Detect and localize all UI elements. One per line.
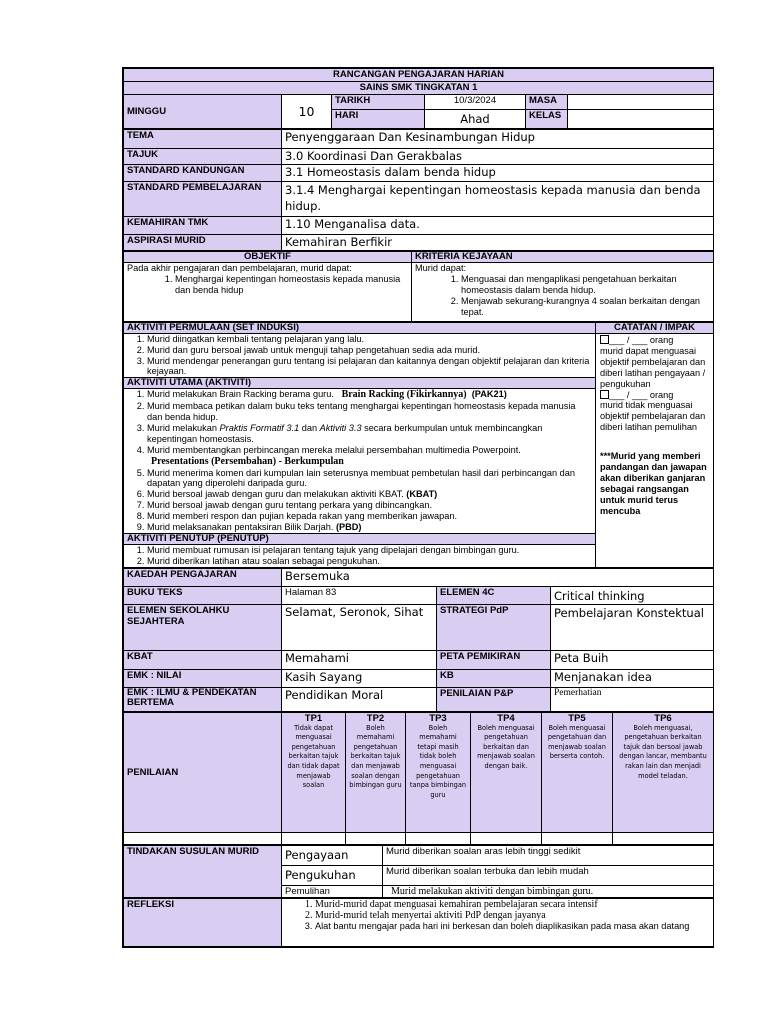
page-subtitle: SAINS SMK TINGKATAN 1 [124,82,714,95]
header-table [123,68,714,129]
kbat-value: Memahami [282,650,437,669]
refleksi-item: 2. Murid-murid telah menyertai aktiviti PdP dengan jayanya [315,910,710,921]
refleksi-item: 3. Alat bantu mengajar pada hari ini berkesan dan boleh diaplikasikan pada masa akan datang [315,921,710,932]
info-table [123,129,714,251]
tp6-cell [613,712,714,832]
utama-heading: AKTIVITI UTAMA (AKTIVITI) [124,378,596,389]
masa-label: MASA [526,95,568,110]
tp3-name: TP3 [429,712,447,724]
hari-value: Ahad [425,110,526,129]
objektif-intro: Pada akhir pengajaran dan pembelajaran, murid dapat: [127,263,352,273]
tp4-desc: Boleh menguasai pengetahuan berkaitan dan menjawab soalan dengan baik. [477,723,535,770]
kemahiran-tmk-label: KEMAHIRAN TMK [124,217,282,235]
minggu-value: 10 [282,95,332,129]
penilaian-pp-label: PENILAIAN P&P [437,687,551,711]
standard-kandungan-value: 3.1 Homeostasis dalam benda hidup [282,165,714,182]
strategi-label: STRATEGI PdP [437,604,551,650]
objektif-item: 1. Menghargai kepentingan homeostasis kepada manusia dan benda hidup [175,274,408,296]
emk-ilmu-label: EMK : ILMU & PENDEKATAN BERTEMA [124,687,282,711]
tarikh-value: 10/3/2024 [425,95,526,110]
standard-pembelajaran-label: STANDARD PEMBELAJARAN [124,182,282,217]
catatan-ganjaran: ***Murid yang memberi pandangan dan jawapan akan diberikan ganjaran sebagai rangsangan untuk murid terus mencuba [600,451,707,516]
checkbox-icon[interactable] [600,335,609,344]
tp1-name: TP1 [304,712,323,724]
kbat-label: KBAT [124,650,282,669]
page-title: RANCANGAN PENGAJARAN HARIAN [124,69,714,82]
catatan-tidak-menguasai: murid tidak menguasai objektif pembelajaran dan diberi latihan pemulihan [600,400,706,433]
peta-pemikiran-value: Peta Buih [551,650,714,669]
tp3-desc: Boleh memahami tetapi masih tidak boleh menguasai pengetahuan tanpa bimbingan guru [409,723,467,799]
objektif-heading: OBJEKTIF [124,252,412,263]
hari-label: HARI [332,110,425,129]
permulaan-item: 2. Murid dan guru bersoal jawab untuk menguji tahap pengetahuan sedia ada murid. [147,345,592,356]
pengayaan-label: Pengayaan [282,845,383,865]
tp4-mark[interactable] [471,832,542,844]
emk-nilai-value: Kasih Sayang [282,669,437,687]
tp6-name: TP6 [654,712,672,724]
minggu-label: MINGGU [124,95,282,129]
utama-item: 6. Murid bersoal jawab dengan guru dan melakukan aktiviti KBAT. (KBAT) [147,489,592,500]
elemen-table [123,568,714,712]
kaedah-value: Bersemuka [282,568,714,586]
buku-teks-label: BUKU TEKS [124,586,282,604]
pemulihan-label: Pemulihan [282,885,383,897]
penutup-item: 1. Murid membuat rumusan isi pelajaran tentang tajuk yang dipelajari dengan bimbingan guru. [147,545,592,556]
lesson-plan-sheet [122,67,714,948]
masa-value [568,95,714,110]
kriteria-item: 1. Menguasai dan mengaplikasi pengetahuan berkaitan homeostasis dalam benda hidup. [461,274,710,296]
aspirasi-murid-label: ASPIRASI MURID [124,235,282,251]
refleksi-label: REFLEKSI [124,898,282,946]
kriteria-heading: KRITERIA KEJAYAAN [412,252,714,263]
utama-item: 1. Murid melakukan Brain Racking berama guru. Brain Racking (Fikirkannya) (PAK21) [147,389,592,401]
tindakan-label: TINDAKAN SUSULAN MURID [124,845,282,897]
utama-item: 9. Murid melaksanakan pentaksiran Bilik Darjah. (PBD) [147,522,592,533]
refleksi-item: 1. Murid-murid dapat menguasai kemahiran pembelajaran secara intensif [315,899,710,910]
tp5-name: TP5 [568,712,586,724]
standard-pembelajaran-value: 3.1.4 Menghargai kepentingan homeostasis kepada manusia dan benda hidup. [282,182,714,217]
catatan-heading: CATATAN / IMPAK [596,323,714,334]
checkbox-icon[interactable] [600,390,609,399]
penutup-item: 2. Murid diberikan latihan atau soalan sebagai pengukuhan. [147,556,592,567]
tp2-cell [346,712,406,832]
kb-value: Menjanakan idea [551,669,714,687]
tp3-mark[interactable] [406,832,471,844]
peta-pemikiran-label: PETA PEMIKIRAN [437,650,551,669]
kelas-value [568,110,714,129]
permulaan-item: 1. Murid diingatkan kembali tentang pelajaran yang lalu. [147,334,592,345]
penilaian-pp-value: Pemerhatian [551,687,714,711]
aktiviti-table: AKTIVITI PERMULAAN (SET INDUKSI) CATATAN / IMPAK 1. Murid diingatkan kembali tentang pelajaran yang lalu. 2. Murid dan guru bersoal jawab untuk menguji tahap pengetahuan sedia ada murid. 3. Murid mendengar penerangan guru tentang isi pelajaran dan kaitannya dengan objektif pelajaran dan kriteria kejayaan. ___ / ___ orang murid dapat menguasai objektif pembelajaran dan diberi latihan pengayaan / pengukuhan ___ / ___ orang murid tidak menguasai objektif pembelajaran dan diberi latihan pemulihan ***Murid yang memberi pandangan dan jawapan akan diberikan ganjaran sebagai rangsangan untuk murid terus mencuba AKTIVITI UTAMA (AKTIVITI) 1. Murid melakukan Brain Racking berama guru. Brain Racking (Fikirkannya) (PAK21) 2. Murid membaca petikan dalam buku teks tentang menghargai kepentingan homeostasis kepada manusia dan benda hidup. 3. Murid melakukan Praktis Formatif 3.1 dan Aktiviti 3.3 secara berkumpulan untuk membincangkan kepentingan homeostasis. 4. Murid membentangkan perbincangan mereka melalui persembahan multimedia Powerpoint. Presentations (Persembahan) - Berkumpulan 5. Murid menerima komen dari kumpulan lain seterusnya membuat pembetulan hasil dari perbincangan dan dapatan yang diperolehi daripada guru. 6. Murid bersoal jawab dengan guru dan melakukan aktiviti KBAT. (KBAT) 7. Murid bersoal jawab dengan guru tentang perkara yang dibincangkan. 8. Murid memberi respon dan pujian kepada rakan yang memberikan jawapan. 9. Murid melaksanakan pentaksiran Bilik Darjah. (PBD) AKTIVITI PENUTUP (PENUTUP) 1. Murid membuat rumusan isi pelajaran tentang tajuk yang dipelajari dengan bimbingan guru. 2. Murid diberikan latihan atau soalan sebagai pengukuhan. [123,322,714,568]
penilaian-label: PENILAIAN [124,712,282,832]
strategi-value: Pembelajaran Konstektual [551,604,714,650]
utama-item: 8. Murid memberi respon dan pujian kepada rakan yang memberikan jawapan. [147,511,592,522]
utama-item: 7. Murid bersoal jawab dengan guru tentang perkara yang dibincangkan. [147,500,592,511]
kaedah-label: KAEDAH PENGAJARAN [124,568,282,586]
sekolahku-value: Selamat, Seronok, Sihat [282,604,437,650]
kriteria-item: 2. Menjawab sekurang-kurangnya 4 soalan berkaitan dengan tepat. [461,296,710,318]
tp6-desc: Boleh menguasai, pengetahuan berkaitan tajuk dan bersoal jawab dengan lancar, membantu rakan lain dan menjadi model teladan. [619,723,707,780]
tarikh-label: TARIKH [332,95,425,110]
kb-label: KB [437,669,551,687]
refleksi-table [123,898,714,947]
tp5-mark[interactable] [542,832,613,844]
emk-ilmu-value: Pendidikan Moral [282,687,437,711]
aspirasi-murid-value: Kemahiran Berfikir [282,235,714,251]
utama-item: 3. Murid melakukan Praktis Formatif 3.1 dan Aktiviti 3.3 secara berkumpulan untuk membincangkan kepentingan homeostasis. [147,423,592,445]
tp3-cell [406,712,471,832]
tema-value: Penyenggaraan Dan Kesinambungan Hidup [282,130,714,149]
utama-item: 5. Murid menerima komen dari kumpulan lain seterusnya membuat pembetulan hasil dari perbincangan dan dapatan yang diperolehi daripada guru. [147,468,592,490]
objektif-table [123,251,714,322]
permulaan-item: 3. Murid mendengar penerangan guru tentang isi pelajaran dan kaitannya dengan objektif pelajaran dan kriteria kejayaan. [147,356,592,378]
permulaan-heading: AKTIVITI PERMULAAN (SET INDUKSI) [124,323,596,334]
pengukuhan-label: Pengukuhan [282,865,383,885]
elemen-4c-label: ELEMEN 4C [437,586,551,604]
utama-item: 2. Murid membaca petikan dalam buku teks tentang menghargai kepentingan homeostasis kepada manusia dan benda hidup. [147,401,592,423]
pengukuhan-desc: Murid diberikan soalan terbuka dan lebih mudah [383,865,714,885]
tp6-mark[interactable] [613,832,714,844]
sekolahku-label: ELEMEN SEKOLAHKU SEJAHTERA [124,604,282,650]
catatan-menguasai: murid dapat menguasai objektif pembelajaran dan diberi latihan pengayaan / pengukuhan [600,345,706,389]
buku-teks-value: Halaman 83 [282,586,437,604]
standard-kandungan-label: STANDARD KANDUNGAN [124,165,282,182]
tp2-mark[interactable] [346,832,406,844]
tp4-name: TP4 [497,712,515,724]
penilaian-table [123,712,714,845]
tp1-mark[interactable] [282,832,346,844]
tema-label: TEMA [124,130,282,149]
kemahiran-tmk-value: 1.10 Menganalisa data. [282,217,714,235]
utama-item: 4. Murid membentangkan perbincangan mereka melalui persembahan multimedia Powerpoint. Presentations (Persembahan) - Berkumpulan [147,445,592,468]
pemulihan-desc: Murid melakukan aktiviti dengan bimbingan guru. [383,885,714,897]
penutup-heading: AKTIVITI PENUTUP (PENUTUP) [124,533,596,544]
tp5-cell [542,712,613,832]
tp1-cell [282,712,346,832]
kelas-label: KELAS [526,110,568,129]
pengayaan-desc: Murid diberikan soalan aras lebih tinggi sedikit [383,845,714,865]
tindakan-table [123,845,714,898]
tp1-desc: Tidak dapat menguasai pengetahuan berkaitan tajuk dan tidak dapat menjawab soalan [287,723,340,790]
tp2-name: TP2 [366,712,385,724]
tajuk-value: 3.0 Koordinasi Dan Gerakbalas [282,149,714,165]
tp4-cell [471,712,542,832]
elemen-4c-value: Critical thinking [551,586,714,604]
tajuk-label: TAJUK [124,149,282,165]
tp5-desc: Boleh menguasai pengetahuan dan menjawab soalan berserta contoh. [547,723,607,761]
tp2-desc: Boleh memahami pengetahuan berkaitan tajuk dan menjawab soalan dengan bimbingan guru [349,723,402,790]
emk-nilai-label: EMK : NILAI [124,669,282,687]
kriteria-intro: Murid dapat: [415,263,467,273]
